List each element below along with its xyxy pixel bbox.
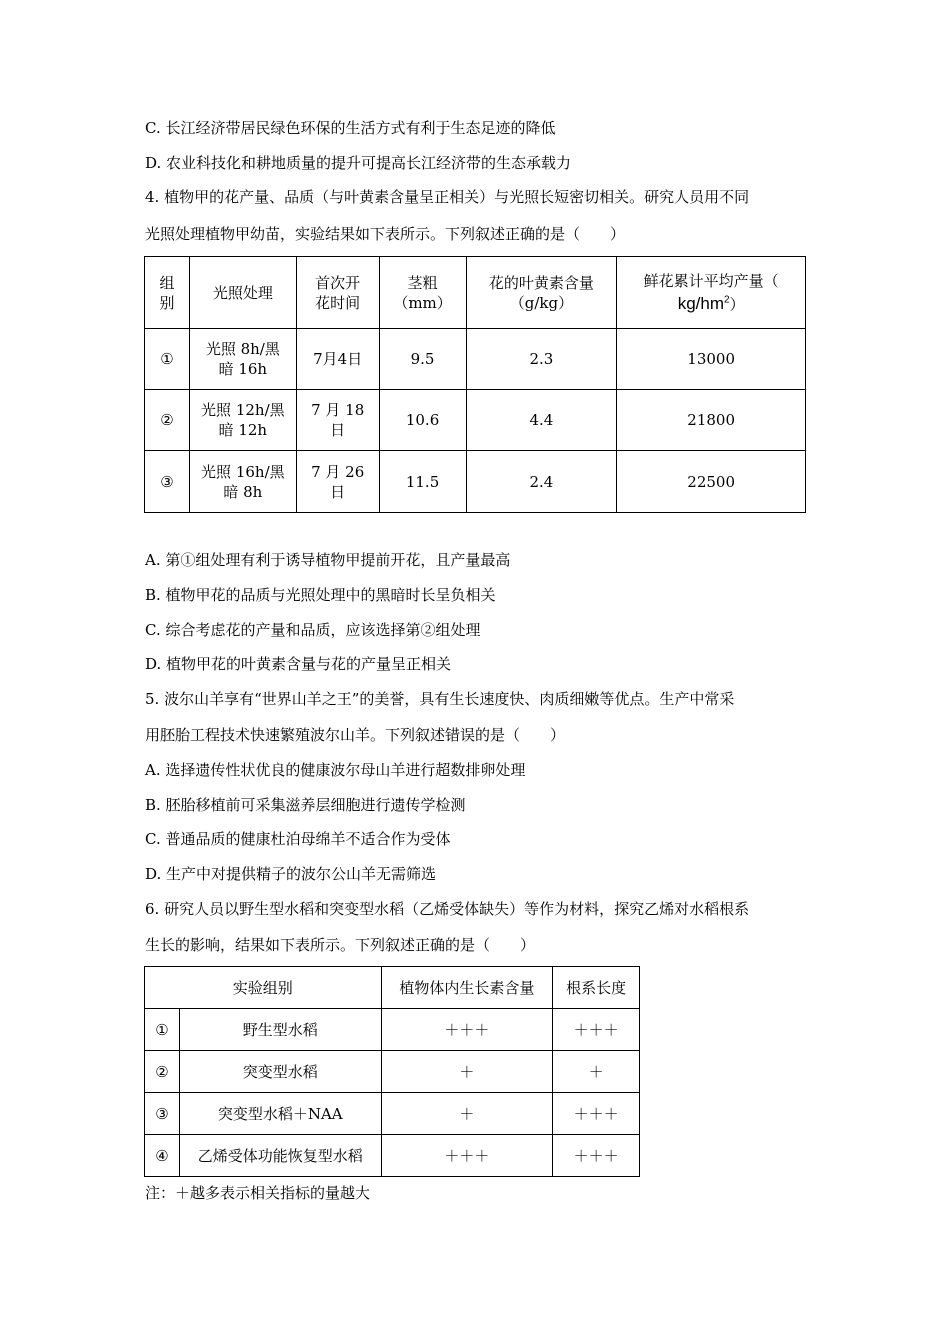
table-row — [145, 1093, 640, 1135]
cell-yield: 21800 — [617, 390, 806, 451]
header-auxin: 植物体内生长素含量 — [381, 967, 553, 1009]
cell-name: 突变型水稻＋NAA — [179, 1093, 381, 1135]
cell-root: ＋＋＋ — [553, 1135, 640, 1177]
header-light: 光照处理 — [189, 257, 296, 329]
cell-light: 光照 12h/黑 暗 12h — [189, 390, 296, 451]
header-lutein: 花的叶黄素含量 （g/kg） — [466, 257, 617, 329]
table-row — [145, 1009, 640, 1051]
ethylene-root-table — [144, 966, 640, 1177]
table-header-row — [145, 257, 806, 329]
header-stem: 茎粗 （mm） — [379, 257, 466, 329]
q5-option-d: D. 生产中对提供精子的波尔公山羊无需筛选 — [145, 865, 437, 883]
cell-yield: 22500 — [617, 451, 806, 513]
header-group: 组 别 — [145, 257, 190, 329]
cell-bloom: 7 月 18 日 — [296, 390, 379, 451]
q3-option-d: D. 农业科技化和耕地质量的提升可提高长江经济带的生态承载力 — [145, 154, 572, 172]
q3-option-c: C. 长江经济带居民绿色环保的生活方式有利于生态足迹的降低 — [145, 119, 556, 137]
header-yield: 鲜花累计平均产量（ $kg/hm^2$） — [617, 257, 806, 329]
cell-root: ＋＋＋ — [553, 1009, 640, 1051]
header-bloom-time: 首次开 花时间 — [296, 257, 379, 329]
table-row — [145, 451, 806, 513]
q4-stem-line1: 4. 植物甲的花产量、品质（与叶黄素含量呈正相关）与光照长短密切相关。研究人员用不同 — [145, 188, 750, 206]
cell-root: ＋＋＋ — [553, 1093, 640, 1135]
cell-group: ② — [145, 390, 190, 451]
cell-auxin: ＋ — [381, 1051, 553, 1093]
cell-lutein: 4.4 — [466, 390, 617, 451]
q5-option-a: A. 选择遗传性状优良的健康波尔母山羊进行超数排卵处理 — [145, 761, 526, 779]
cell-auxin: ＋＋＋ — [381, 1009, 553, 1051]
table-row — [145, 1051, 640, 1093]
cell-auxin: ＋ — [381, 1093, 553, 1135]
cell-group: ③ — [145, 451, 190, 513]
q5-stem-line2: 用胚胎工程技术快速繁殖波尔山羊。下列叙述错误的是（ ） — [145, 726, 566, 744]
cell-no: ② — [145, 1051, 180, 1093]
cell-root: ＋ — [553, 1051, 640, 1093]
cell-no: ① — [145, 1009, 180, 1051]
cell-stem: 11.5 — [379, 451, 466, 513]
cell-no: ④ — [145, 1135, 180, 1177]
table-note: 注：＋越多表示相关指标的量越大 — [145, 1184, 371, 1202]
table-row — [145, 390, 806, 451]
cell-auxin: ＋＋＋ — [381, 1135, 553, 1177]
cell-stem: 9.5 — [379, 329, 466, 390]
q4-option-c: C. 综合考虑花的产量和品质，应该选择第②组处理 — [145, 621, 481, 639]
cell-bloom: 7 月 26 日 — [296, 451, 379, 513]
q5-option-c: C. 普通品质的健康杜泊母绵羊不适合作为受体 — [145, 830, 451, 848]
cell-name: 突变型水稻 — [179, 1051, 381, 1093]
cell-lutein: 2.4 — [466, 451, 617, 513]
cell-group: ① — [145, 329, 190, 390]
q5-option-b: B. 胚胎移植前可采集滋养层细胞进行遗传学检测 — [145, 796, 466, 814]
q5-stem-line1: 5. 波尔山羊享有“世界山羊之王”的美誉，具有生长速度快、肉质细嫩等优点。生产中常采 — [145, 690, 735, 708]
q6-stem-line1: 6. 研究人员以野生型水稻和突变型水稻（乙烯受体缺失）等作为材料，探究乙烯对水稻根系 — [145, 900, 750, 918]
header-root-length: 根系长度 — [553, 967, 640, 1009]
light-treatment-table — [144, 256, 806, 513]
cell-stem: 10.6 — [379, 390, 466, 451]
cell-light: 光照 16h/黑 暗 8h — [189, 451, 296, 513]
table-header-row — [145, 967, 640, 1009]
cell-lutein: 2.3 — [466, 329, 617, 390]
cell-yield: 13000 — [617, 329, 806, 390]
q4-option-b: B. 植物甲花的品质与光照处理中的黑暗时长呈负相关 — [145, 586, 496, 604]
cell-bloom: 7月4日 — [296, 329, 379, 390]
q4-option-a: A. 第①组处理有利于诱导植物甲提前开花，且产量最高 — [145, 551, 511, 569]
q4-stem-line2: 光照处理植物甲幼苗，实验结果如下表所示。下列叙述正确的是（ ） — [145, 225, 626, 243]
header-group: 实验组别 — [145, 967, 382, 1009]
cell-name: 乙烯受体功能恢复型水稻 — [179, 1135, 381, 1177]
table-row — [145, 329, 806, 390]
cell-name: 野生型水稻 — [179, 1009, 381, 1051]
table-row — [145, 1135, 640, 1177]
q6-stem-line2: 生长的影响，结果如下表所示。下列叙述正确的是（ ） — [145, 936, 536, 954]
cell-light: 光照 8h/黑 暗 16h — [189, 329, 296, 390]
cell-no: ③ — [145, 1093, 180, 1135]
q4-option-d: D. 植物甲花的叶黄素含量与花的产量呈正相关 — [145, 655, 452, 673]
